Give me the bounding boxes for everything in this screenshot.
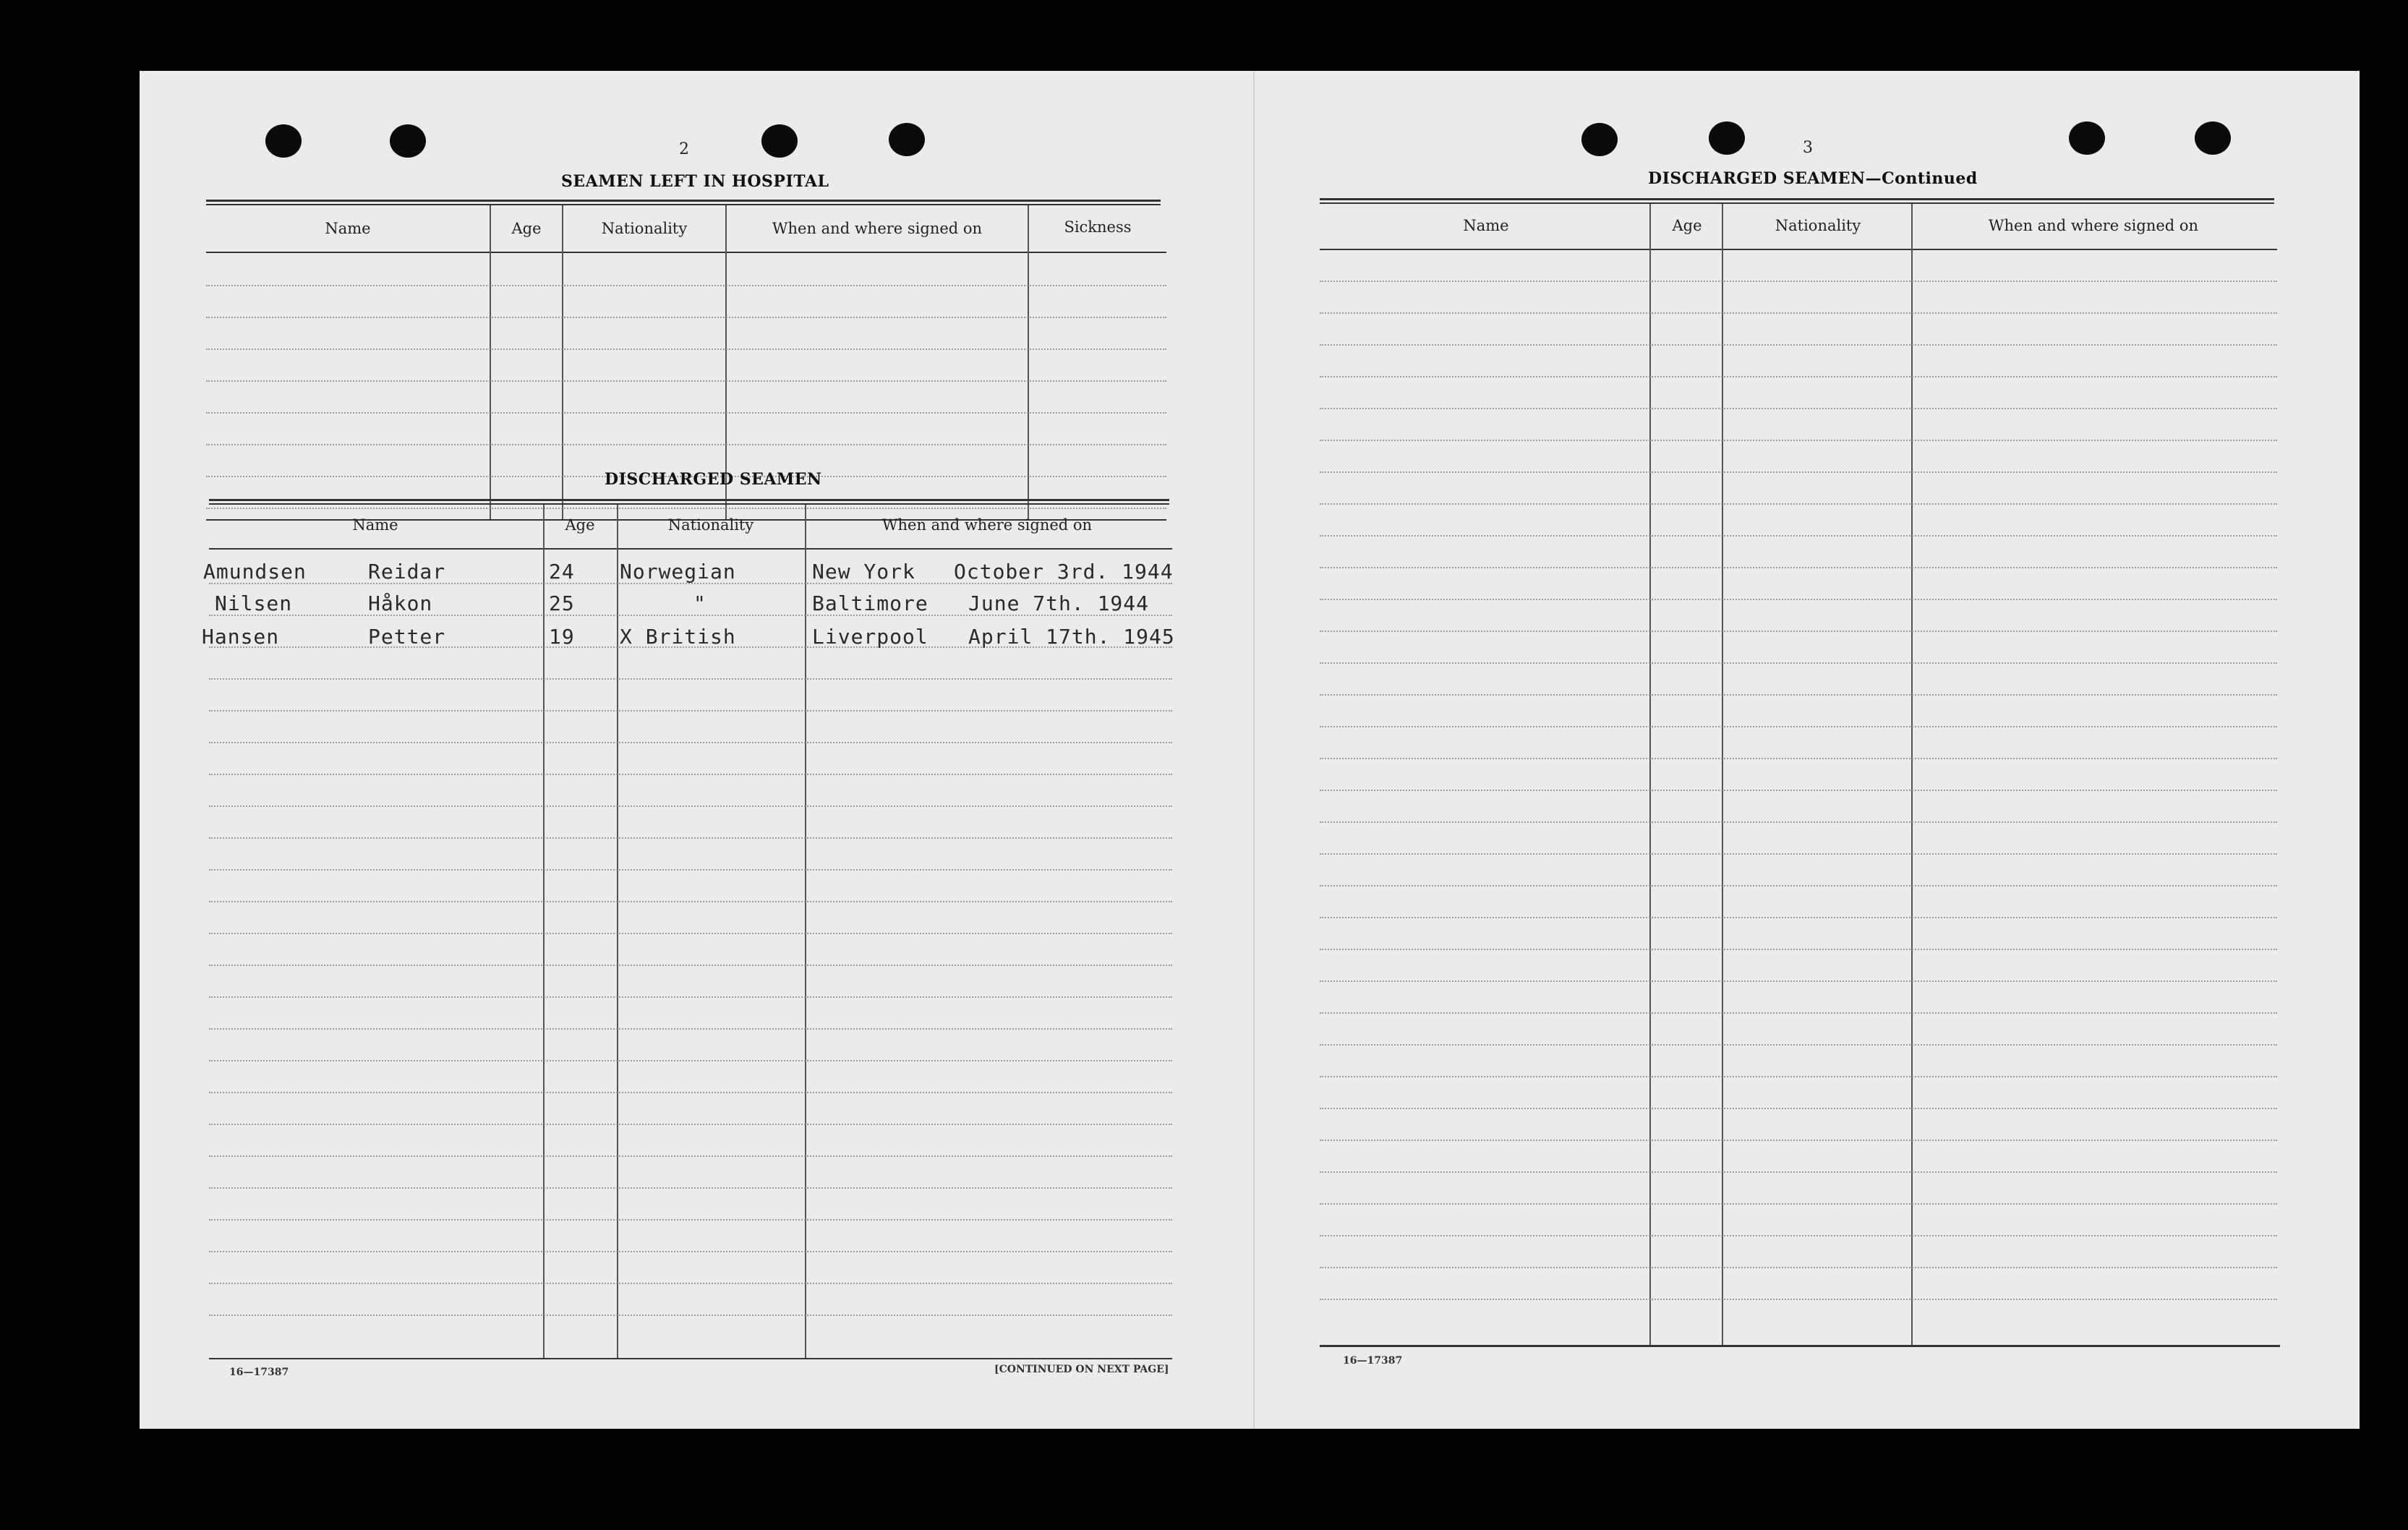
seaman-age: 24 (549, 560, 575, 584)
ledger-row-line (1320, 917, 2277, 918)
ledger-row-line (209, 805, 1172, 807)
ledger-row-line (209, 933, 1172, 934)
discharged-col-name: Name (352, 516, 398, 534)
ledger-row-line (209, 837, 1172, 839)
form-number-left: 16—17387 (229, 1367, 289, 1378)
ledger-row-line (1320, 376, 2277, 377)
ledger-row-line (209, 1187, 1172, 1189)
seaman-signed-date: June 7th. 1944 (968, 591, 1150, 615)
discharged-col-age: Age (565, 516, 595, 534)
ledger-row-line (209, 1124, 1172, 1125)
ledger-row-line (209, 678, 1172, 680)
ledger-row-line (1320, 821, 2277, 823)
hospital-row-line (206, 508, 1166, 509)
punch-hole (390, 124, 426, 158)
ledger-row-line (209, 1315, 1172, 1316)
hospital-row-line (206, 412, 1166, 414)
right-bottom-rule (1320, 1345, 2280, 1347)
ledger-row-line (1320, 440, 2277, 441)
ledger-row-line (209, 1028, 1172, 1030)
seaman-surname: Nilsen (215, 591, 293, 615)
ledger-row-line (1320, 471, 2277, 473)
hospital-col-nationality: Nationality (601, 220, 688, 237)
ledger-row-line (209, 1155, 1172, 1157)
seaman-signed-place: Baltimore (812, 591, 928, 615)
ledger-row-line (209, 1060, 1172, 1061)
discharged-bottom-rule (209, 1358, 1172, 1359)
seaman-nationality: X British (620, 625, 736, 649)
ledger-row-line (1320, 1235, 2277, 1236)
ledger-row-line (209, 996, 1172, 998)
ledger-row-line (1320, 503, 2277, 505)
right-col-age: Age (1672, 217, 1702, 234)
discharged-header-rule (209, 548, 1172, 550)
ledger-row-line (1320, 1171, 2277, 1173)
hospital-top-rule-2 (206, 204, 1161, 205)
ledger-row-line (1320, 980, 2277, 982)
right-top-rule (1320, 198, 2274, 200)
discharged-divider (805, 505, 806, 1358)
ledger-row-line (1320, 853, 2277, 855)
ledger-row-line (1320, 281, 2277, 282)
hospital-table-title: SEAMEN LEFT IN HOSPITAL (561, 172, 829, 191)
ledger-row-line (209, 710, 1172, 711)
seaman-signed-place: New York (812, 560, 915, 584)
punch-hole (1709, 121, 1745, 155)
right-table-title: DISCHARGED SEAMEN—Continued (1648, 169, 1978, 188)
ledger-row-line (1320, 662, 2277, 664)
hospital-col-sickness: Sickness (1064, 218, 1132, 236)
ledger-row-line (209, 1251, 1172, 1252)
ledger-row-line (209, 1219, 1172, 1221)
punch-hole (2069, 121, 2105, 155)
continued-note: [CONTINUED ON NEXT PAGE] (994, 1364, 1169, 1375)
hospital-top-rule (206, 200, 1161, 202)
ledger-row-line (1320, 1140, 2277, 1141)
form-number-right: 16—17387 (1343, 1355, 1403, 1367)
right-divider (1911, 204, 1913, 1346)
seaman-surname: Amundsen (203, 560, 307, 584)
discharged-top-rule (209, 499, 1169, 501)
punch-hole (761, 124, 798, 158)
right-col-signed-on: When and where signed on (1988, 217, 2199, 234)
seaman-age: 19 (549, 625, 575, 649)
seaman-given-name: Håkon (368, 591, 433, 615)
ledger-row-line (1320, 408, 2277, 409)
right-divider (1649, 204, 1651, 1346)
seaman-signed-place: Liverpool (812, 625, 928, 649)
hospital-divider (490, 205, 491, 521)
ledger-row-line (209, 742, 1172, 743)
ledger-row-line (1320, 1267, 2277, 1268)
ledger-row-line (209, 1283, 1172, 1284)
ledger-row-line (1320, 1044, 2277, 1046)
seaman-age: 25 (549, 591, 575, 615)
hospital-row-line (206, 285, 1166, 286)
page-number-right: 3 (1803, 139, 1813, 157)
hospital-col-signed-on: When and where signed on (772, 220, 983, 237)
right-header-rule (1320, 249, 2277, 250)
ledger-row-line (1320, 1108, 2277, 1109)
seaman-given-name: Petter (368, 625, 446, 649)
seaman-surname: Hansen (202, 625, 280, 649)
seaman-signed-date: April 17th. 1945 (968, 625, 1175, 649)
punch-hole (889, 123, 925, 156)
right-col-name: Name (1463, 217, 1509, 234)
hospital-divider (1028, 205, 1029, 521)
right-col-nationality: Nationality (1775, 217, 1861, 234)
right-top-rule-2 (1320, 202, 2274, 204)
ledger-row-line (209, 901, 1172, 902)
discharged-divider (543, 505, 545, 1358)
hospital-row-line (206, 317, 1166, 318)
ledger-row-line (1320, 312, 2277, 314)
discharged-col-nationality: Nationality (667, 516, 754, 534)
seaman-nationality: Norwegian (620, 560, 736, 584)
hospital-row-line (206, 380, 1166, 382)
discharged-top-rule-2 (209, 503, 1169, 505)
punch-hole (265, 124, 302, 158)
hospital-col-age: Age (511, 220, 542, 237)
ledger-row-line (1320, 949, 2277, 950)
ledger-row-line (1320, 535, 2277, 537)
hospital-row-line (206, 444, 1166, 445)
ledger-row-line (1320, 790, 2277, 791)
right-divider (1722, 204, 1723, 1346)
hospital-divider (562, 205, 563, 521)
ledger-row-line (209, 869, 1172, 871)
ledger-row-line (1320, 344, 2277, 346)
ledger-row-line (1320, 1076, 2277, 1077)
ledger-row-line (1320, 567, 2277, 568)
ledger-sheet (140, 71, 2360, 1429)
seaman-signed-date: October 3rd. 1944 (954, 560, 1174, 584)
page-fold (1253, 71, 1255, 1429)
ledger-row-line (1320, 1299, 2277, 1300)
hospital-col-name: Name (325, 220, 371, 237)
ledger-row-line (1320, 1012, 2277, 1014)
hospital-row-line (206, 349, 1166, 350)
ledger-row-line (1320, 758, 2277, 759)
discharged-table-title: DISCHARGED SEAMEN (605, 470, 822, 489)
seaman-given-name: Reidar (368, 560, 446, 584)
ledger-row-line (1320, 694, 2277, 696)
ledger-row-line (1320, 726, 2277, 727)
punch-hole (1581, 123, 1618, 156)
page-number-left: 2 (679, 140, 689, 158)
discharged-col-signed-on: When and where signed on (881, 516, 1093, 534)
ledger-row-line (209, 965, 1172, 966)
ledger-row-line (1320, 631, 2277, 632)
ledger-row-line (1320, 885, 2277, 886)
ledger-row-line (209, 774, 1172, 775)
seaman-nationality: " (693, 591, 706, 615)
ledger-row-line (1320, 1203, 2277, 1205)
ledger-row-line (209, 1092, 1172, 1093)
punch-hole (2195, 121, 2231, 155)
hospital-header-rule (206, 252, 1166, 253)
discharged-divider (617, 505, 618, 1358)
ledger-row-line (1320, 599, 2277, 600)
